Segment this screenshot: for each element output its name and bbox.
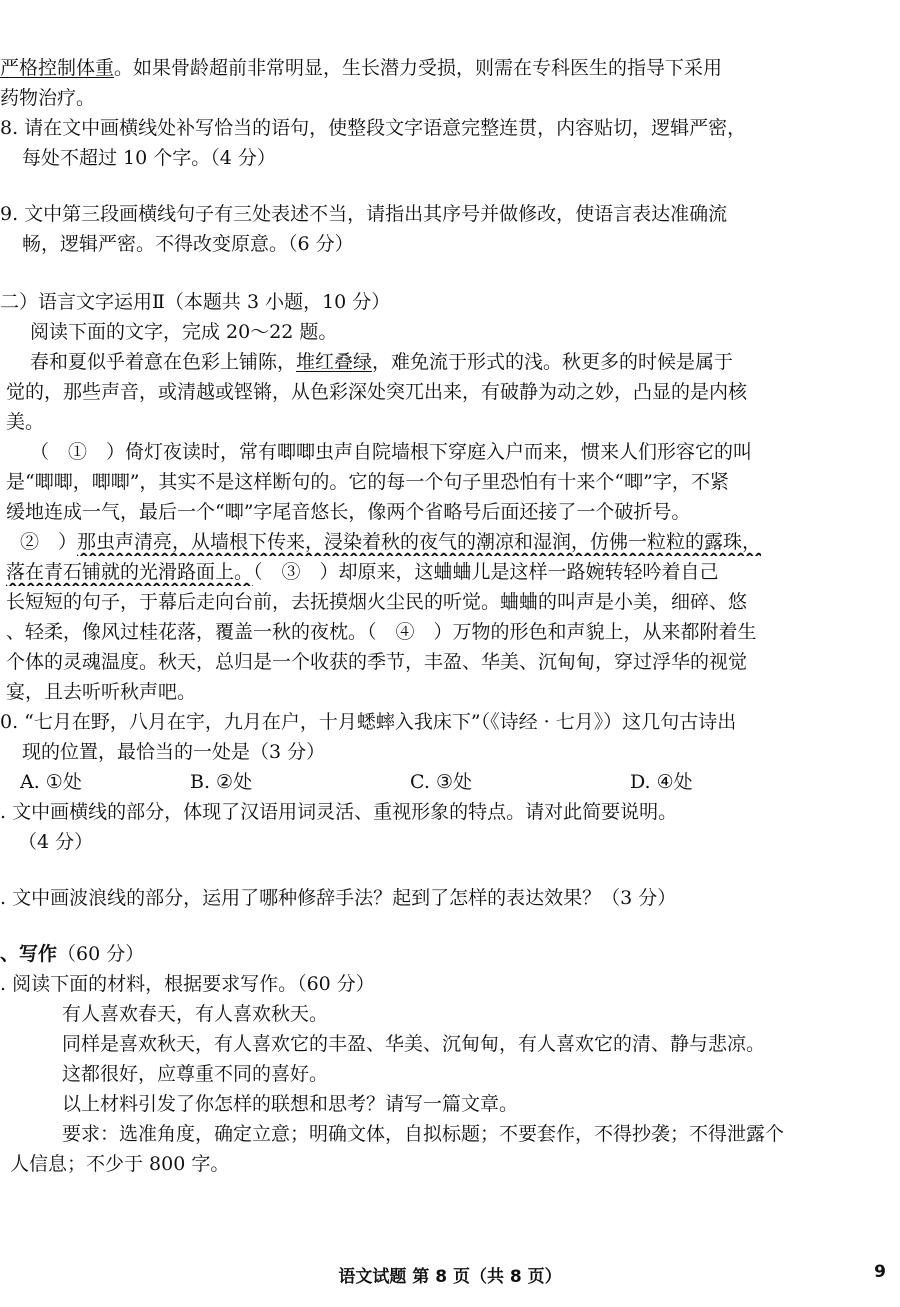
corner-page-mark: 9 (874, 1262, 886, 1282)
q18-line-2: 每处不超过 10 个字。（4 分） (22, 147, 276, 169)
passage-text: 春和夏似乎着意在色彩上铺陈， (30, 351, 297, 373)
requirement-line-2: 人信息；不少于 800 字。 (10, 1153, 230, 1175)
page-footer: 语文试题 第 8 页（共 8 页） (338, 1267, 562, 1287)
passage-p2-line-2: 是“唧唧，唧唧”，其实不是这样断句的。它的每一个句子里恐怕有十来个“唧”字，不紧 (6, 471, 729, 493)
passage-p1-line-3: 美。 (6, 411, 45, 433)
passage-p2-line-4 (20, 528, 900, 556)
q17-tail-line-2: 药物治疗。 (0, 87, 96, 109)
q20-option-d: D. ④处 (630, 771, 693, 793)
wavy-underlined-sentence-end: 落在青石铺就的光滑路面上。 (6, 561, 254, 583)
passage-p2-line-1: （ ① ）倚灯夜读时，常有唧唧虫声自院墙根下穿庭入户而来，惯来人们形容它的叫 (30, 441, 753, 463)
passage-p2-line-3: 缓地连成一气，最后一个“唧”字尾音悠长，像两个省略号后面还接了一个破折号。 (6, 501, 691, 523)
passage-p1-line-1 (30, 348, 900, 376)
material-line-3: 这都很好，应尊重不同的喜好。 (62, 1063, 329, 1085)
q19-line-1: 9. 文中第三段画横线句子有三处表述不当，请指出其序号并做修改，使语言表达准确流 (0, 203, 728, 225)
passage-p2-line-9: 宴，且去听听秋声吧。 (6, 681, 197, 703)
q18-line-1: 8. 请在文中画横线处补写恰当的语句，使整段文字语意完整连贯，内容贴切，逻辑严密， (0, 117, 747, 139)
passage-p2-line-6: 长短短的句子，于幕后走向台前，去抚摸烟火尘民的听觉。蛐蛐的叫声是小美，细碎、悠 (6, 591, 748, 613)
material-line-4: 以上材料引发了你怎样的联想和思考？请写一篇文章。 (62, 1093, 519, 1115)
q20-option-c: C. ③处 (410, 771, 472, 793)
passage-p2-line-7: 、轻柔，像风过桂花落，覆盖一秋的夜枕。（ ④ ）万物的形色和声貌上，从来都附着生 (6, 621, 757, 643)
requirement-line-1: 要求：选准角度，确定立意；明确文体，自拟标题；不要套作，不得抄袭；不得泄露个 (62, 1123, 785, 1145)
material-line-1: 有人喜欢春天，有人喜欢秋天。 (62, 1003, 329, 1025)
underlined-phrase: 堆红叠绿 (296, 351, 373, 373)
q23-line: . 阅读下面的材料，根据要求写作。（60 分） (0, 973, 375, 995)
passage-text: （ ③ ）却原来，这蛐蛐儿是这样一路婉转轻吟着自己 (253, 561, 719, 583)
q21-line-2: （4 分） (18, 831, 94, 853)
q22-line-1: . 文中画波浪线的部分，运用了哪种修辞手法？起到了怎样的表达效果？（3 分） (0, 887, 677, 909)
section2-heading: 二）语言文字运用Ⅱ（本题共 3 小题，10 分） (0, 291, 391, 313)
passage-p2-line-8: 个体的灵魂温度。秋天，总归是一个收获的季节，丰盈、华美、沉甸甸，穿过浮华的视觉 (6, 651, 748, 673)
q17-underlined-phrase: 严格控制体重 (0, 57, 115, 79)
section3-heading-bold: 、写作 (0, 943, 58, 965)
wavy-underlined-sentence: 那虫声清亮，从墙根下传来，浸染着秋的夜气的潮凉和湿润，仿佛一粒粒的露珠， (77, 531, 762, 553)
q17-tail-line-1 (0, 54, 900, 82)
section3-heading-score: （60 分） (57, 943, 145, 965)
q21-line-1: . 文中画横线的部分，体现了汉语用词灵活、重视形象的特点。请对此简要说明。 (0, 801, 678, 823)
q19-line-2: 畅，逻辑严密。不得改变原意。（6 分） (22, 233, 354, 255)
blank-marker: ② ） (20, 531, 78, 553)
passage-p2-line-5 (6, 558, 900, 586)
section3-heading (0, 940, 900, 968)
passage-p1-line-2: 觉的，那些声音，或清越或铿锵，从色彩深处突兀出来，有破静为动之妙，凸显的是内核 (6, 381, 748, 403)
material-line-2: 同样是喜欢秋天，有人喜欢它的丰盈、华美、沉甸甸，有人喜欢它的清、静与悲凉。 (62, 1033, 766, 1055)
q20-line-2: 现的位置，最恰当的一处是（3 分） (22, 741, 326, 763)
q20-line-1: 0. “七月在野，八月在宇，九月在户，十月蟋蟀入我床下”（《诗经 · 七月》）这几句古诗出 (0, 711, 737, 733)
passage-text: ，难免流于形式的浅。秋更多的时候是属于 (372, 351, 734, 373)
q20-option-b: B. ②处 (190, 771, 253, 793)
q17-tail-text: 。如果骨龄超前非常明显，生长潜力受损，则需在专科医生的指导下采用 (114, 57, 723, 79)
section2-intro: 阅读下面的文字，完成 20～22 题。 (30, 321, 338, 343)
q20-option-a: A. ①处 (20, 771, 82, 793)
